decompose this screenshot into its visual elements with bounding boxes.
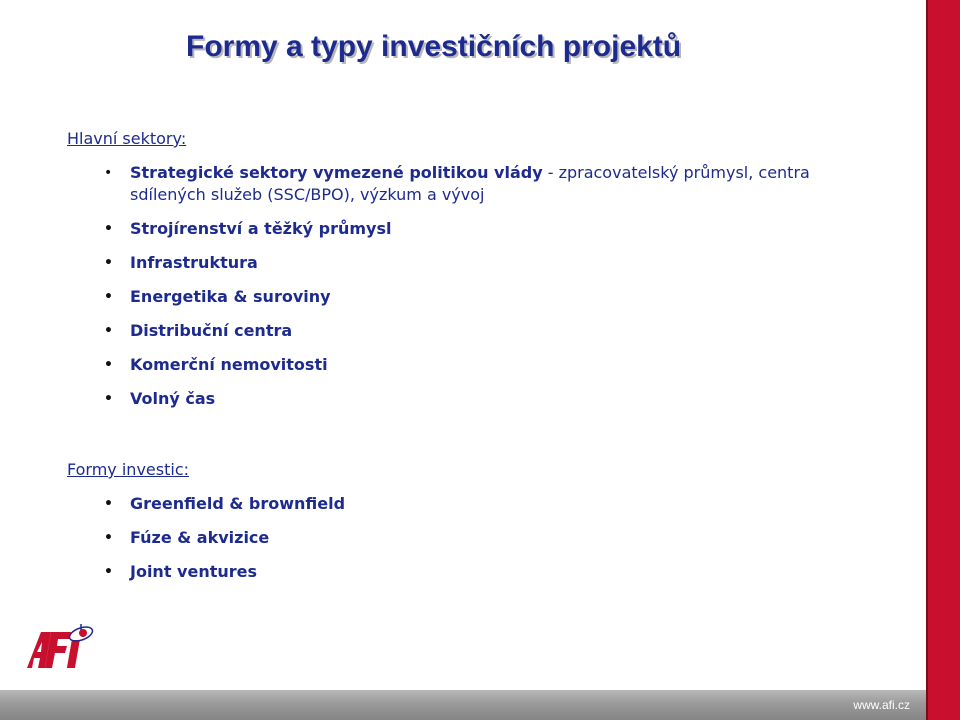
slide-title: Formy a typy investičních projektů (186, 30, 682, 63)
strategic-sectors-label: Strategické sektory vymezené politikou vlády (130, 163, 543, 182)
list-item (100, 388, 850, 410)
footer-url[interactable]: www.afi.cz (853, 698, 910, 712)
bullet-icon: • (104, 391, 113, 407)
footer-bar (0, 690, 926, 720)
bullet-icon: • (104, 496, 113, 512)
sector-label: Strojírenství a těžký průmysl (130, 219, 392, 238)
sectors-list (100, 162, 850, 410)
list-item (100, 162, 850, 206)
bullet-icon: • (104, 323, 113, 339)
list-item (100, 561, 345, 583)
list-item (100, 252, 850, 274)
invest-form-label: Fúze & akvizice (130, 528, 270, 547)
invest-form-label: Greenfield & brownfield (130, 494, 346, 513)
invest-forms-heading: Formy investic: (67, 460, 189, 479)
afi-logo-icon (25, 622, 97, 670)
list-item (100, 320, 850, 342)
sector-label: Volný čas (130, 389, 216, 408)
sector-label: Energetika & suroviny (130, 287, 331, 306)
list-item (100, 493, 345, 515)
sector-label: Infrastruktura (130, 253, 258, 272)
bullet-icon: • (104, 221, 113, 237)
list-item (100, 218, 850, 240)
bullet-icon: • (104, 564, 113, 580)
bullet-icon: • (104, 357, 113, 373)
invest-form-label: Joint ventures (130, 562, 258, 581)
sector-label: Distribuční centra (130, 321, 293, 340)
list-item (100, 286, 850, 308)
right-accent-band (926, 0, 960, 720)
bullet-icon: • (104, 165, 113, 181)
bullet-icon: • (104, 530, 113, 546)
bullet-icon: • (104, 289, 113, 305)
sector-label: Komerční nemovitosti (130, 355, 328, 374)
list-item (100, 354, 850, 376)
invest-forms-list (100, 493, 345, 583)
bullet-icon: • (104, 255, 113, 271)
afi-logo (25, 622, 97, 670)
sectors-heading: Hlavní sektory: (67, 129, 187, 148)
strategic-sectors-detail: - zpracovatelský průmysl, centra sdílených služeb (SSC/BPO), výzkum a vývoj (130, 163, 810, 204)
list-item (100, 527, 345, 549)
